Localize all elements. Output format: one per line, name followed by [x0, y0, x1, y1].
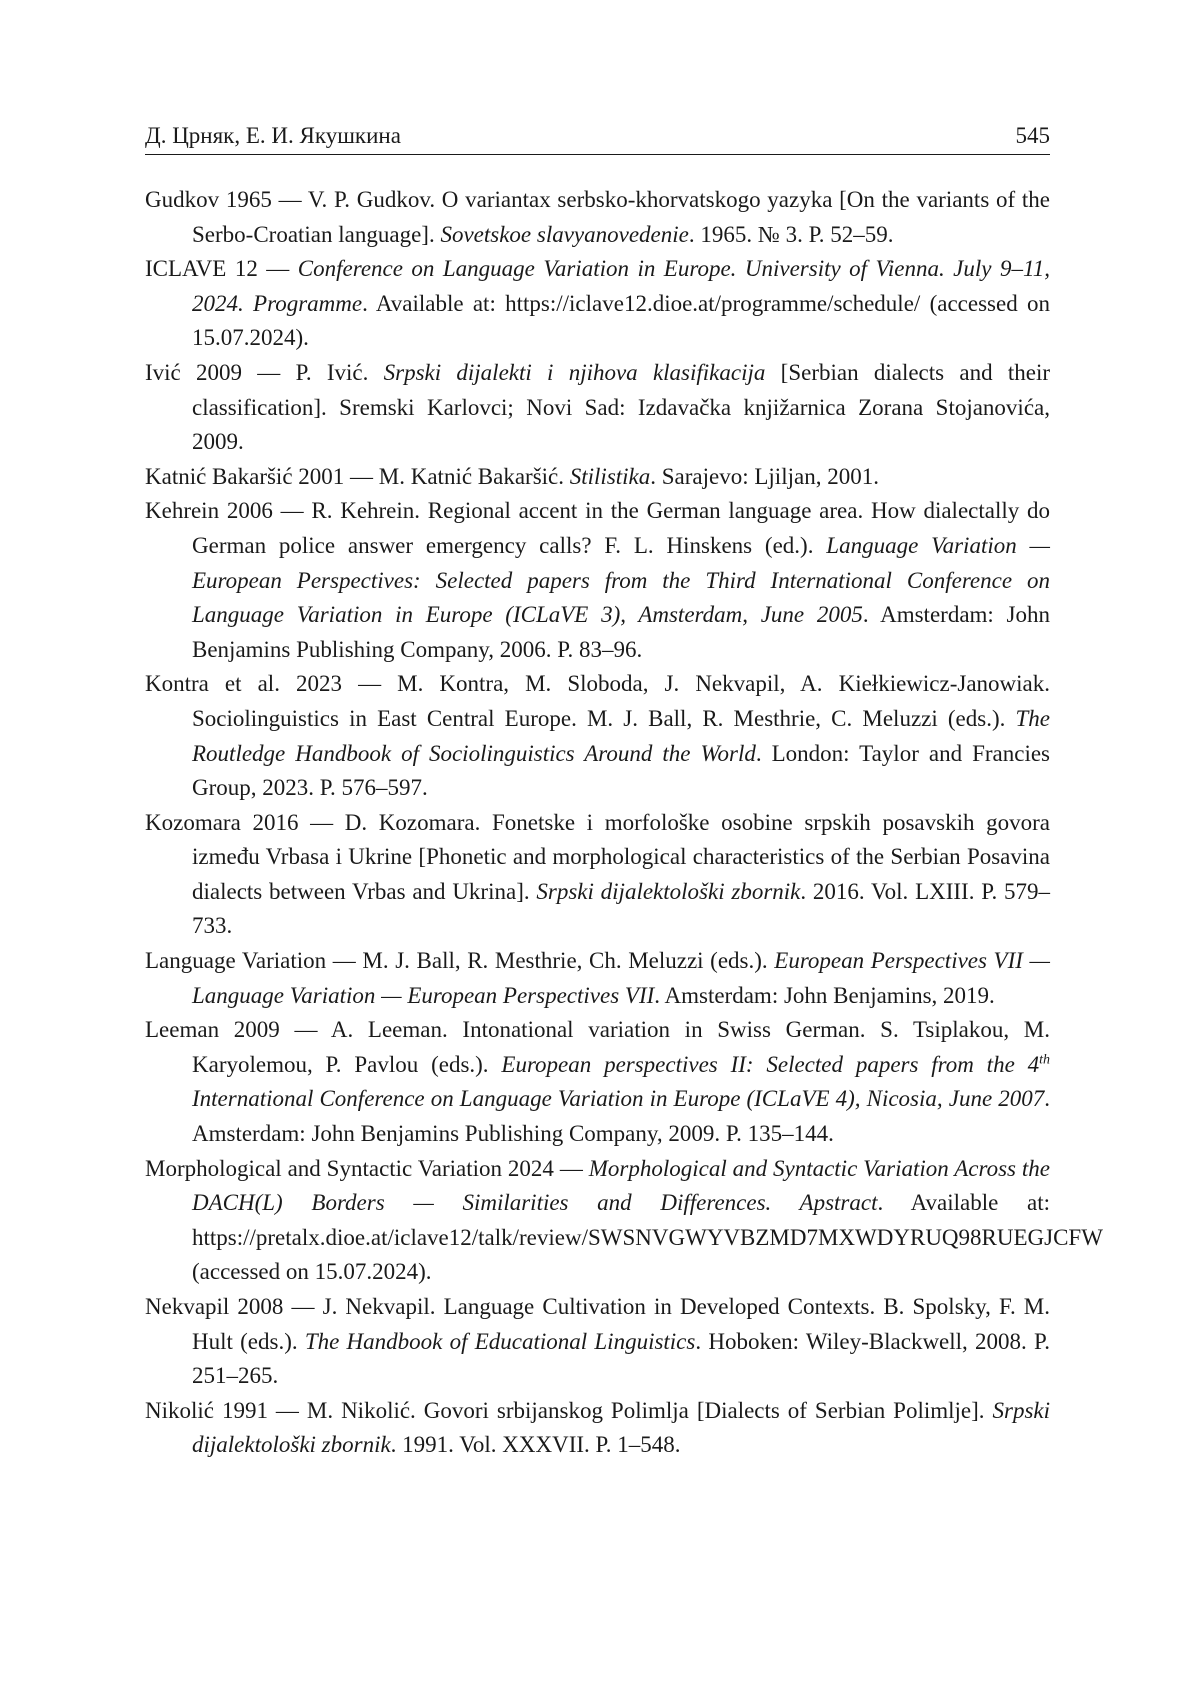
- reference-entry: Gudkov 1965 — V. P. Gudkov. O variantax serbsko-khorvatskogo yazyka [On the variants of the Serbo-Croatian language]. Sovetskoe slavyanovedenie. 1965. № 3. P. 52–59.: [145, 187, 1050, 247]
- reference-entry: Leeman 2009 — A. Leeman. Intonational variation in Swiss German. S. Tsiplakou, M. Karyolemou, P. Pavlou (eds.). European perspectives II: Selected papers from the 4th International Conference on Language Variation in Europe (ICLaVE 4), Nicosia, June 2007. Amsterdam: John Benjamins Publishing Company, 2009. P. 135–144.: [145, 1017, 1050, 1147]
- reference-key: Gudkov 1965: [145, 187, 272, 212]
- reference-entry: Nekvapil 2008 — J. Nekvapil. Language Cultivation in Developed Contexts. B. Spolsky, F. M. Hult (eds.). The Handbook of Educational Linguistics. Hoboken: Wiley-Blackwell, 2008. P. 251–265.: [145, 1294, 1051, 1389]
- reference-key: Leeman 2009: [145, 1017, 280, 1043]
- reference-key: Ivić 2009: [145, 359, 243, 385]
- reference-entry: ICLAVE 12 — Conference on Language Variation in Europe. University of Vienna. July 9–11, 2024. Programme. Available at: https://iclave12.dioe.at/programme/schedule/ (accessed on 15.07.2024).: [145, 256, 1050, 351]
- reference-title: Srpski dijalekti i njihova klasifikacija: [383, 359, 766, 385]
- reference-title: European perspectives II: Selected papers from the 4: [501, 1051, 1040, 1077]
- reference-key: Nekvapil 2008: [145, 1294, 284, 1319]
- reference-title: Morphological and Syntactic Variation Across the DACH(L) Borders — Similarities and Differences. Apstract: [192, 1155, 1050, 1216]
- reference-entry: Kontra et al. 2023 — M. Kontra, M. Sloboda, J. Nekvapil, A. Kiełkiewicz-Janowiak. Sociolinguistics in East Central Europe. M. J. Ball, R. Mesthrie, C. Meluzzi (eds.). The Routledge Handbook of Sociolinguistics Around the World. London: Taylor and Francies Group, 2023. P. 576–597.: [145, 671, 1050, 801]
- reference-key: Kehrein 2006: [145, 498, 273, 524]
- page-header: [145, 120, 1050, 155]
- reference-title: Conference on Language Variation in Europe. University of Vienna. July 9–11, 2024. Programme: [192, 256, 1050, 316]
- reference-title: European Perspectives VII — Language Variation — European Perspectives VII: [192, 948, 1050, 1008]
- reference-title: The Routledge Handbook of Sociolinguistics Around the World: [192, 705, 1050, 766]
- reference-list: [145, 183, 1103, 1463]
- reference-key: ICLAVE 12: [145, 256, 258, 282]
- running-head-authors: Д. Црняк, Е. И. Якушкина: [145, 123, 401, 148]
- page-number: 545: [1015, 123, 1050, 148]
- reference-key: Morphological and Syntactic Variation 2024: [145, 1155, 554, 1181]
- reference-entry: Kehrein 2006 — R. Kehrein. Regional accent in the German language area. How dialectally do German police answer emergency calls? F. L. Hinskens (ed.). Language Variation — European Perspectives: Selected papers from the Third International Conference on Language Variation in Europe (ICLaVE 3), Amsterdam, June 2005. Amsterdam: John Benjamins Publishing Company, 2006. P. 83–96.: [145, 498, 1050, 662]
- reference-key: Kontra et al. 2023: [145, 671, 343, 697]
- reference-entry: Language Variation — M. J. Ball, R. Mesthrie, Ch. Meluzzi (eds.). European Perspectives VII — Language Variation — European Perspectives VII. Amsterdam: John Benjamins, 2019.: [145, 948, 1050, 1008]
- reference-entry: Ivić 2009 — P. Ivić. Srpski dijalekti i njihova klasifikacija [Serbian dialects and their classification]. Sremski Karlovci; Novi Sad: Izdavačka knjižarnica Zorana Stojanovića, 2009.: [145, 359, 1050, 455]
- reference-entry: Kozomara 2016 — D. Kozomara. Fonetske i morfološke osobine srpskih posavskih govora između Vrbasa i Ukrine [Phonetic and morphological characteristics of the Serbian Posavina dialects between Vrbas and Ukrina]. Srpski dijalektološki zbornik. 2016. Vol. LXIII. P. 579–733.: [145, 809, 1051, 939]
- reference-title: Srpski dijalektološki zbornik: [536, 878, 801, 904]
- reference-entry: Morphological and Syntactic Variation 2024 — Morphological and Syntactic Variation Across the DACH(L) Borders — Similarities and Differences. Apstract. Available at: https://pretalx.dioe.at/iclave12/talk/review/SWSNVGWYVBZMD7MXWDYRUQ98RUEGJCFW (accessed on 15.07.2024).: [145, 1155, 1103, 1285]
- reference-key: Kozomara 2016: [145, 809, 299, 835]
- reference-title: Sovetskoe slavyanovedenie: [440, 221, 689, 247]
- reference-entry: Katnić Bakaršić 2001 — M. Katnić Bakaršić. Stilistika. Sarajevo: Ljiljan, 2001.: [145, 463, 879, 489]
- reference-title: Stilistika: [569, 463, 651, 489]
- reference-title: Srpski dijalektološki zbornik: [192, 1397, 1050, 1458]
- reference-title: The Handbook of Educational Linguistics: [304, 1328, 696, 1354]
- reference-key: Katnić Bakaršić 2001: [145, 463, 345, 489]
- superscript-ordinal: th: [1039, 1052, 1050, 1068]
- reference-entry: Nikolić 1991 — M. Nikolić. Govori srbijanskog Polimlja [Dialects of Serbian Polimlje]. Srpski dijalektološki zbornik. 1991. Vol. XXXVII. P. 1–548.: [145, 1397, 1050, 1458]
- reference-key: Nikolić 1991: [145, 1397, 268, 1423]
- reference-key: Language Variation: [145, 948, 327, 974]
- reference-title: Language Variation — European Perspectives: Selected papers from the Third International Conference on Language Variation in Europe (ICLaVE 3), Amsterdam, June 2005: [192, 532, 1050, 628]
- reference-title: International Conference on Language Variation in Europe (ICLaVE 4), Nicosia, June 2007: [192, 1086, 1045, 1112]
